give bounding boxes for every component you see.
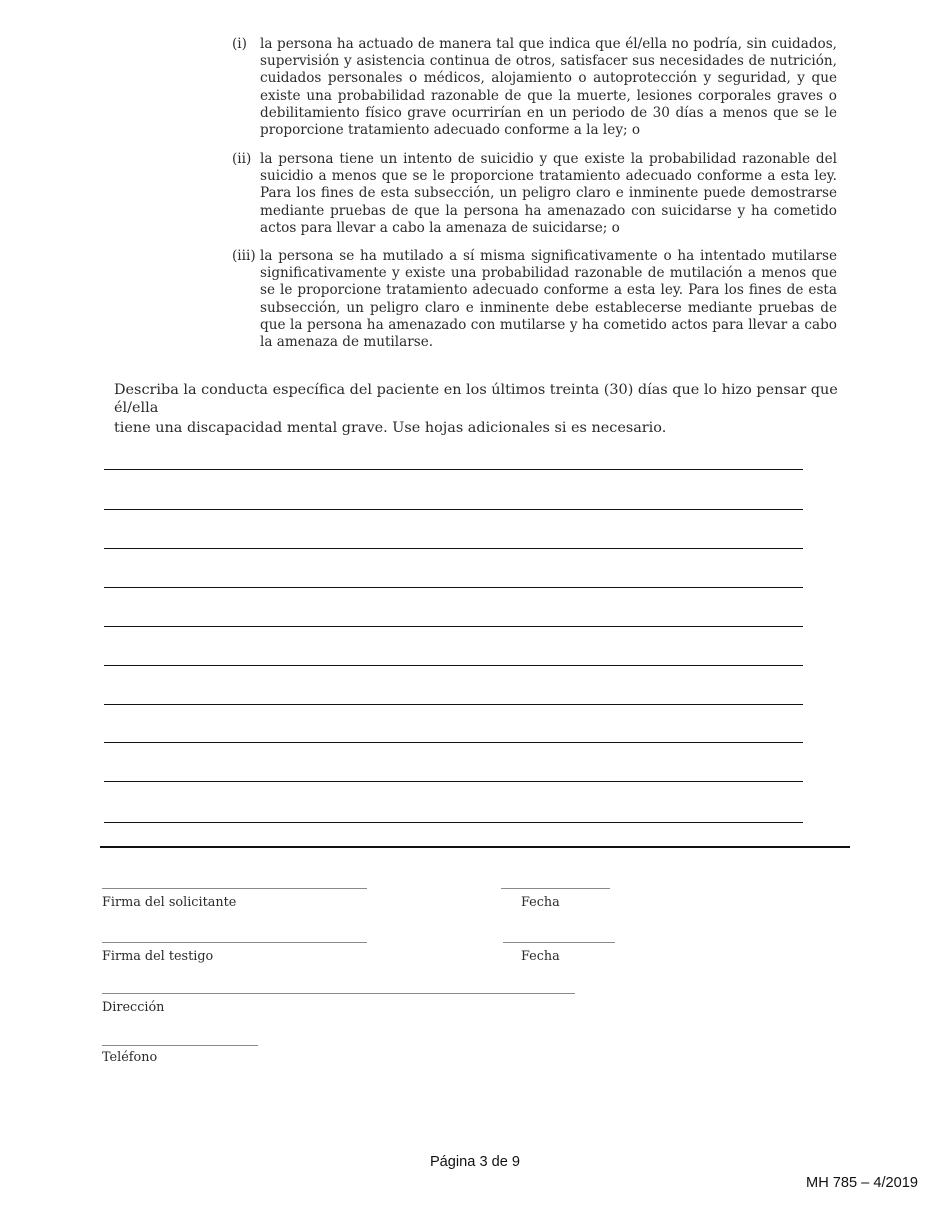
conduct-writing-line[interactable] [104,742,803,743]
phone-line[interactable] [102,1045,258,1046]
form-code: MH 785 – 4/2019 [806,1175,918,1191]
criterion-iii [232,248,837,351]
conduct-prompt-line-2: tiene una discapacidad mental grave. Use hojas adicionales si es necesario. [114,420,667,436]
phone-label: Teléfono [102,1050,158,1065]
conduct-writing-line[interactable] [104,469,803,470]
witness-date-label: Fecha [521,949,560,964]
section-divider [100,846,850,848]
criterion-ii [232,151,837,237]
conduct-writing-line[interactable] [104,665,803,666]
criterion-text: la persona tiene un intento de suicidio y que existe la probabilidad razonable del suicidio a menos que se le proporcione tratamiento adecuado conforme a esta ley. Para los fines de esta subsección, un peligro claro e inminente puede demostrarse mediante pruebas de que la persona ha amenazado con suicidarse y ha cometido actos para llevar a cabo la amenaza de suicidarse; o [260,151,837,236]
conduct-writing-line[interactable] [104,509,803,510]
criterion-number: (i) [232,36,247,52]
criterion-i [232,36,837,139]
conduct-writing-line[interactable] [104,704,803,705]
address-line[interactable] [102,993,575,994]
conduct-writing-line[interactable] [104,626,803,627]
applicant-date-label: Fecha [521,895,560,910]
page-number: Página 3 de 9 [429,1154,521,1170]
witness-date-line[interactable] [503,942,615,943]
conduct-writing-line[interactable] [104,822,803,823]
witness-signature-label: Firma del testigo [102,949,214,964]
conduct-prompt-line-1: Describa la conducta específica del paciente en los últimos treinta (30) días que lo hizo pensar que él/ella [114,382,838,416]
criterion-number: (ii) [232,151,252,167]
conduct-writing-line[interactable] [104,781,803,782]
conduct-writing-line[interactable] [104,587,803,588]
address-label: Dirección [102,1000,165,1015]
applicant-signature-line[interactable] [102,888,367,889]
applicant-date-line[interactable] [501,888,610,889]
witness-signature-line[interactable] [102,942,367,943]
criterion-text: la persona se ha mutilado a sí misma significativamente o ha intentado mutilarse significativamente y existe una probabilidad razonable de mutilación a menos que se le proporcione tratamiento adecuado conforme a esta ley. Para los fines de esta subsección, un peligro claro e inminente debe establecerse mediante pruebas de que la persona ha amenazado con mutilarse y ha cometido actos para llevar a cabo la amenaza de mutilarse. [260,248,837,351]
criterion-text: la persona ha actuado de manera tal que indica que él/ella no podría, sin cuidados, supervisión y asistencia continua de otros, satisfacer sus necesidades de nutrición, cuidados personales o médicos, alojamiento o autoprotección y seguridad, y que existe una probabilidad razonable de que la muerte, lesiones corporales graves o debilitamiento físico grave ocurrirían en un periodo de 30 días a menos que se le proporcione tratamiento adecuado conforme a la ley; o [260,36,837,139]
applicant-signature-label: Firma del solicitante [102,895,237,910]
criterion-number: (iii) [232,248,256,264]
conduct-writing-line[interactable] [104,548,803,549]
